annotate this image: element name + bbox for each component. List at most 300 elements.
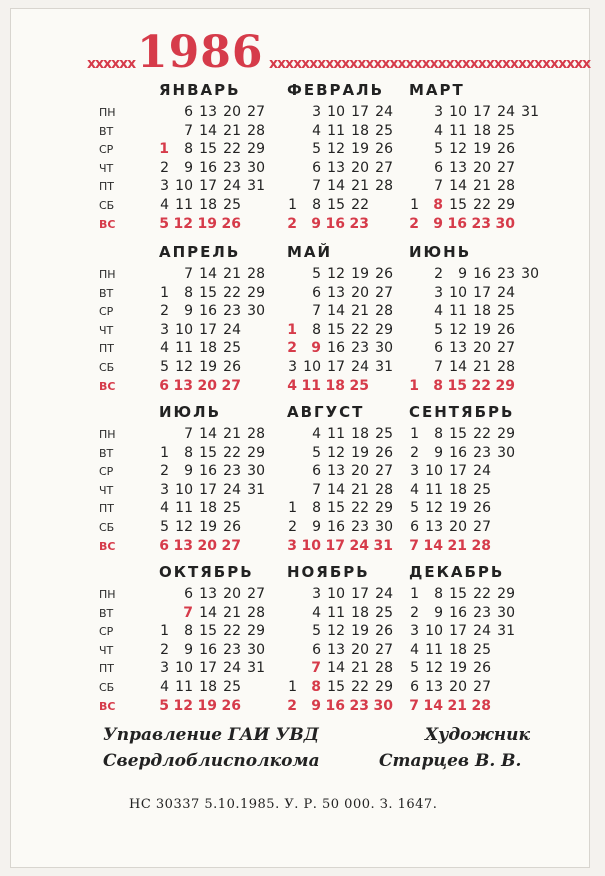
day-cell: 6 — [159, 377, 169, 394]
day-cell: 1 — [159, 141, 169, 158]
month-name: СЕНТЯБРЬ — [409, 403, 515, 421]
month-name: АПРЕЛЬ — [159, 243, 241, 261]
weekday-label: СБ — [99, 521, 115, 534]
day-cell: 2 — [287, 697, 297, 714]
day-cell: 30 — [521, 266, 539, 282]
day-cell: 22 — [351, 321, 369, 338]
day-cell: 12 — [449, 321, 467, 338]
day-cell: 15 — [327, 321, 345, 338]
day-cell: 12 — [173, 215, 193, 232]
day-cell: 9 — [458, 266, 467, 282]
day-cell: 29 — [375, 679, 393, 695]
day-cell: 14 — [199, 266, 217, 282]
day-cell: 28 — [375, 660, 393, 677]
day-cell: 25 — [473, 641, 491, 658]
day-cell: 17 — [473, 104, 491, 120]
month-name: ИЮНЬ — [409, 243, 472, 261]
day-cell: 2 — [160, 641, 169, 658]
artist-label: Художник — [425, 725, 530, 745]
day-cell: 6 — [312, 284, 321, 301]
day-cell: 30 — [497, 604, 515, 621]
day-cell: 10 — [175, 481, 193, 498]
day-cell: 9 — [433, 215, 443, 232]
day-cell: 16 — [473, 266, 491, 282]
day-cell: 7 — [409, 537, 419, 554]
day-cell: 18 — [351, 604, 369, 621]
day-cell: 31 — [247, 481, 265, 498]
weekday-label: ПТ — [99, 342, 114, 356]
day-cell: 2 — [410, 444, 419, 461]
artist-name: Старцев В. В. — [379, 751, 522, 771]
day-cell: 18 — [199, 197, 217, 213]
day-cell: 7 — [434, 178, 443, 195]
day-cell: 11 — [449, 122, 467, 139]
day-cell: 15 — [327, 679, 345, 695]
day-cell: 29 — [375, 321, 393, 338]
day-cell: 8 — [184, 444, 193, 461]
weekday-label: ПТ — [99, 180, 114, 194]
day-cell: 6 — [434, 159, 443, 176]
day-cell: 28 — [247, 426, 265, 442]
day-cell: 25 — [223, 500, 241, 517]
day-cell: 20 — [351, 463, 369, 480]
day-cell: 14 — [199, 604, 217, 621]
day-cell: 30 — [375, 519, 393, 535]
day-cell: 4 — [312, 604, 321, 621]
day-cell: 1 — [160, 623, 169, 640]
day-cell: 10 — [327, 586, 345, 602]
day-cell: 27 — [375, 641, 393, 658]
day-cell: 17 — [199, 660, 217, 677]
day-cell: 22 — [223, 623, 241, 640]
day-cell: 8 — [312, 197, 321, 213]
day-cell: 26 — [221, 697, 241, 714]
day-cell: 22 — [223, 284, 241, 301]
day-cell: 9 — [434, 444, 443, 461]
day-cell: 10 — [449, 104, 467, 120]
day-cell: 28 — [375, 178, 393, 195]
day-cell: 19 — [473, 321, 491, 338]
day-cell: 20 — [449, 679, 467, 695]
day-cell: 21 — [223, 266, 241, 282]
day-cell: 12 — [327, 266, 345, 282]
month-name: МАЙ — [287, 243, 333, 261]
day-cell: 17 — [473, 284, 491, 301]
day-cell: 29 — [375, 500, 393, 517]
day-cell: 16 — [199, 303, 217, 320]
day-cell: 22 — [473, 426, 491, 442]
day-cell: 28 — [247, 122, 265, 139]
day-cell: 7 — [184, 426, 193, 442]
day-cell: 4 — [160, 340, 169, 357]
day-cell: 7 — [183, 604, 193, 621]
day-cell: 28 — [375, 303, 393, 320]
day-cell: 29 — [247, 623, 265, 640]
day-cell: 21 — [223, 122, 241, 139]
day-cell: 8 — [184, 623, 193, 640]
day-cell: 23 — [223, 159, 241, 176]
day-cell: 15 — [199, 141, 217, 158]
day-cell: 11 — [449, 303, 467, 320]
day-cell: 18 — [449, 481, 467, 498]
day-cell: 3 — [287, 537, 297, 554]
day-cell: 14 — [449, 359, 467, 375]
day-cell: 24 — [497, 284, 515, 301]
day-cell: 25 — [473, 481, 491, 498]
day-cell: 18 — [199, 679, 217, 695]
day-cell: 17 — [449, 623, 467, 640]
day-cell: 28 — [247, 604, 265, 621]
publisher-line-1: Управление ГАИ УВД — [103, 725, 319, 745]
day-cell: 5 — [410, 500, 419, 517]
day-cell: 23 — [223, 463, 241, 480]
day-cell: 3 — [312, 586, 321, 602]
day-cell: 12 — [449, 141, 467, 158]
day-cell: 11 — [301, 377, 321, 394]
day-cell: 13 — [425, 679, 443, 695]
day-cell: 12 — [327, 623, 345, 640]
weekday-label: ЧТ — [99, 643, 114, 657]
day-cell: 8 — [184, 284, 193, 301]
day-cell: 28 — [471, 537, 491, 554]
day-cell: 14 — [423, 697, 443, 714]
day-cell: 15 — [199, 623, 217, 640]
day-cell: 3 — [410, 623, 419, 640]
day-cell: 25 — [375, 122, 393, 139]
day-cell: 5 — [160, 519, 169, 535]
day-cell: 17 — [449, 463, 467, 480]
day-cell: 4 — [434, 122, 443, 139]
day-cell: 6 — [184, 586, 193, 602]
day-cell: 12 — [175, 519, 193, 535]
day-cell: 5 — [160, 359, 169, 375]
day-cell: 27 — [221, 377, 241, 394]
day-cell: 6 — [434, 340, 443, 357]
day-cell: 2 — [434, 266, 443, 282]
day-cell: 7 — [434, 359, 443, 375]
day-cell: 8 — [434, 586, 443, 602]
day-cell: 6 — [312, 463, 321, 480]
day-cell: 9 — [184, 463, 193, 480]
day-cell: 13 — [425, 519, 443, 535]
day-cell: 10 — [175, 321, 193, 338]
day-cell: 24 — [223, 660, 241, 677]
day-cell: 26 — [497, 141, 515, 158]
day-cell: 22 — [351, 679, 369, 695]
day-cell: 5 — [410, 660, 419, 677]
day-cell: 23 — [351, 519, 369, 535]
day-cell: 12 — [425, 500, 443, 517]
day-cell: 9 — [184, 159, 193, 176]
month-name: ОКТЯБРЬ — [159, 563, 254, 581]
day-cell: 4 — [312, 426, 321, 442]
day-cell: 2 — [160, 159, 169, 176]
day-cell: 16 — [325, 697, 345, 714]
imprint-line: НС 30337 5.10.1985. У. Р. 50 000. З. 1647. — [129, 797, 438, 812]
day-cell: 30 — [247, 641, 265, 658]
day-cell: 30 — [495, 215, 515, 232]
day-cell: 19 — [199, 519, 217, 535]
month-name: МАРТ — [409, 81, 465, 99]
publisher-line-2: Свердлоблисполкома — [103, 751, 320, 771]
day-cell: 27 — [375, 159, 393, 176]
day-cell: 18 — [351, 122, 369, 139]
day-cell: 14 — [199, 426, 217, 442]
day-cell: 26 — [221, 215, 241, 232]
day-cell: 7 — [312, 303, 321, 320]
day-cell: 19 — [351, 444, 369, 461]
day-cell: 15 — [449, 197, 467, 213]
day-cell: 15 — [199, 284, 217, 301]
day-cell: 31 — [497, 623, 515, 640]
day-cell: 6 — [312, 159, 321, 176]
month-name: ДЕКАБРЬ — [409, 563, 505, 581]
day-cell: 21 — [351, 660, 369, 677]
day-cell: 31 — [375, 359, 393, 375]
day-cell: 13 — [449, 159, 467, 176]
day-cell: 28 — [497, 359, 515, 375]
day-cell: 21 — [447, 697, 467, 714]
day-cell: 21 — [447, 537, 467, 554]
day-cell: 16 — [327, 340, 345, 357]
day-cell: 31 — [247, 178, 265, 195]
day-cell: 1 — [160, 444, 169, 461]
day-cell: 26 — [473, 660, 491, 677]
weekday-label: ПН — [99, 268, 116, 281]
day-cell: 21 — [473, 359, 491, 375]
month-name: ЯНВАРЬ — [159, 81, 241, 99]
day-cell: 14 — [327, 660, 345, 677]
day-cell: 25 — [497, 303, 515, 320]
day-cell: 5 — [434, 321, 443, 338]
day-cell: 13 — [327, 463, 345, 480]
day-cell: 25 — [223, 197, 241, 213]
weekday-label: ВС — [99, 699, 116, 713]
day-cell: 26 — [497, 321, 515, 338]
day-cell: 23 — [497, 266, 515, 282]
day-cell: 18 — [325, 377, 345, 394]
year-header — [87, 27, 591, 78]
day-cell: 1 — [288, 197, 297, 213]
weekday-label: ВТ — [99, 286, 114, 300]
day-cell: 27 — [473, 519, 491, 535]
day-cell: 10 — [303, 359, 321, 375]
day-cell: 17 — [351, 104, 369, 120]
day-cell: 13 — [173, 537, 193, 554]
day-cell: 13 — [199, 104, 217, 120]
day-cell: 23 — [223, 641, 241, 658]
day-cell: 11 — [175, 197, 193, 213]
day-cell: 19 — [197, 215, 217, 232]
weekday-label: ПТ — [99, 662, 114, 676]
day-cell: 21 — [223, 426, 241, 442]
day-cell: 10 — [327, 104, 345, 120]
day-cell: 7 — [311, 660, 321, 677]
day-cell: 26 — [223, 519, 241, 535]
day-cell: 16 — [449, 604, 467, 621]
day-cell: 15 — [449, 426, 467, 442]
day-cell: 3 — [160, 178, 169, 195]
day-cell: 3 — [434, 284, 443, 301]
weekday-label: ЧТ — [99, 483, 114, 497]
month-name: ФЕВРАЛЬ — [287, 81, 385, 99]
weekday-label: ВС — [99, 217, 116, 231]
day-cell: 20 — [223, 104, 241, 120]
day-cell: 8 — [434, 426, 443, 442]
day-cell: 30 — [497, 444, 515, 461]
day-cell: 26 — [375, 444, 393, 461]
day-cell: 7 — [184, 266, 193, 282]
day-cell: 8 — [312, 500, 321, 517]
day-cell: 9 — [311, 215, 321, 232]
day-cell: 30 — [375, 340, 393, 357]
day-cell: 12 — [327, 141, 345, 158]
day-cell: 2 — [287, 215, 297, 232]
day-cell: 20 — [223, 586, 241, 602]
day-cell: 2 — [288, 519, 297, 535]
day-cell: 24 — [351, 359, 369, 375]
day-cell: 17 — [325, 537, 345, 554]
day-cell: 23 — [471, 215, 491, 232]
day-cell: 25 — [223, 340, 241, 357]
day-cell: 1 — [410, 426, 419, 442]
day-cell: 2 — [160, 303, 169, 320]
day-cell: 21 — [351, 481, 369, 498]
day-cell: 14 — [199, 122, 217, 139]
day-cell: 23 — [349, 215, 369, 232]
day-cell: 27 — [473, 679, 491, 695]
day-cell: 22 — [473, 197, 491, 213]
day-cell: 1 — [288, 679, 297, 695]
day-cell: 9 — [311, 340, 321, 357]
day-cell: 2 — [160, 463, 169, 480]
day-cell: 3 — [434, 104, 443, 120]
day-cell: 20 — [351, 159, 369, 176]
day-cell: 27 — [375, 463, 393, 480]
weekday-label: ЧТ — [99, 161, 114, 175]
day-cell: 10 — [175, 178, 193, 195]
day-cell: 24 — [473, 463, 491, 480]
day-cell: 3 — [312, 104, 321, 120]
day-cell: 20 — [473, 159, 491, 176]
day-cell: 18 — [473, 303, 491, 320]
day-cell: 25 — [349, 377, 369, 394]
day-cell: 9 — [434, 604, 443, 621]
day-cell: 31 — [247, 660, 265, 677]
day-cell: 15 — [327, 500, 345, 517]
day-cell: 23 — [223, 303, 241, 320]
day-cell: 29 — [247, 284, 265, 301]
day-cell: 10 — [425, 463, 443, 480]
day-cell: 12 — [173, 697, 193, 714]
day-cell: 20 — [351, 284, 369, 301]
day-cell: 21 — [473, 178, 491, 195]
weekday-label: ЧТ — [99, 323, 114, 337]
day-cell: 26 — [473, 500, 491, 517]
day-cell: 22 — [223, 141, 241, 158]
day-cell: 23 — [351, 340, 369, 357]
day-cell: 24 — [497, 104, 515, 120]
day-cell: 10 — [425, 623, 443, 640]
day-cell: 30 — [373, 697, 393, 714]
day-cell: 1 — [410, 586, 419, 602]
day-cell: 24 — [223, 178, 241, 195]
day-cell: 17 — [199, 321, 217, 338]
day-cell: 16 — [199, 641, 217, 658]
day-cell: 22 — [351, 197, 369, 213]
day-cell: 1 — [410, 197, 419, 213]
day-cell: 19 — [199, 359, 217, 375]
day-cell: 3 — [160, 481, 169, 498]
day-cell: 29 — [495, 377, 515, 394]
day-cell: 24 — [375, 586, 393, 602]
day-cell: 10 — [301, 537, 321, 554]
day-cell: 22 — [471, 377, 491, 394]
day-cell: 12 — [425, 660, 443, 677]
day-cell: 6 — [410, 519, 419, 535]
day-cell: 11 — [327, 426, 345, 442]
day-cell: 1 — [160, 284, 169, 301]
day-cell: 19 — [449, 500, 467, 517]
day-cell: 16 — [325, 215, 345, 232]
day-cell: 10 — [175, 660, 193, 677]
day-cell: 28 — [471, 697, 491, 714]
day-cell: 4 — [312, 122, 321, 139]
weekday-label: СБ — [99, 681, 115, 694]
day-cell: 28 — [497, 178, 515, 195]
day-cell: 9 — [312, 519, 321, 535]
day-cell: 6 — [184, 104, 193, 120]
day-cell: 8 — [311, 679, 321, 695]
day-cell: 1 — [409, 377, 419, 394]
day-cell: 6 — [312, 641, 321, 658]
day-cell: 7 — [409, 697, 419, 714]
day-cell: 14 — [449, 178, 467, 195]
day-cell: 2 — [287, 340, 297, 357]
weekday-label: ВС — [99, 379, 116, 393]
day-cell: 13 — [199, 586, 217, 602]
day-cell: 8 — [433, 377, 443, 394]
day-cell: 3 — [288, 359, 297, 375]
day-cell: 8 — [433, 197, 443, 213]
day-cell: 11 — [327, 122, 345, 139]
day-cell: 25 — [497, 122, 515, 139]
day-cell: 22 — [473, 586, 491, 602]
day-cell: 9 — [311, 697, 321, 714]
day-cell: 4 — [434, 303, 443, 320]
day-cell: 25 — [375, 426, 393, 442]
day-cell: 19 — [351, 141, 369, 158]
day-cell: 30 — [247, 159, 265, 176]
day-cell: 22 — [223, 444, 241, 461]
weekday-label: ВТ — [99, 606, 114, 620]
weekday-label: СР — [99, 143, 114, 157]
weekday-label: СБ — [99, 199, 115, 212]
weekday-label: ВТ — [99, 446, 114, 460]
day-cell: 27 — [497, 159, 515, 176]
day-cell: 21 — [223, 604, 241, 621]
day-cell: 2 — [409, 215, 419, 232]
day-cell: 12 — [327, 444, 345, 461]
day-cell: 16 — [327, 519, 345, 535]
day-cell: 11 — [425, 481, 443, 498]
day-cell: 25 — [223, 679, 241, 695]
calendar-card — [10, 8, 590, 868]
day-cell: 21 — [351, 178, 369, 195]
day-cell: 10 — [449, 284, 467, 301]
day-cell: 4 — [160, 679, 169, 695]
day-cell: 15 — [327, 197, 345, 213]
